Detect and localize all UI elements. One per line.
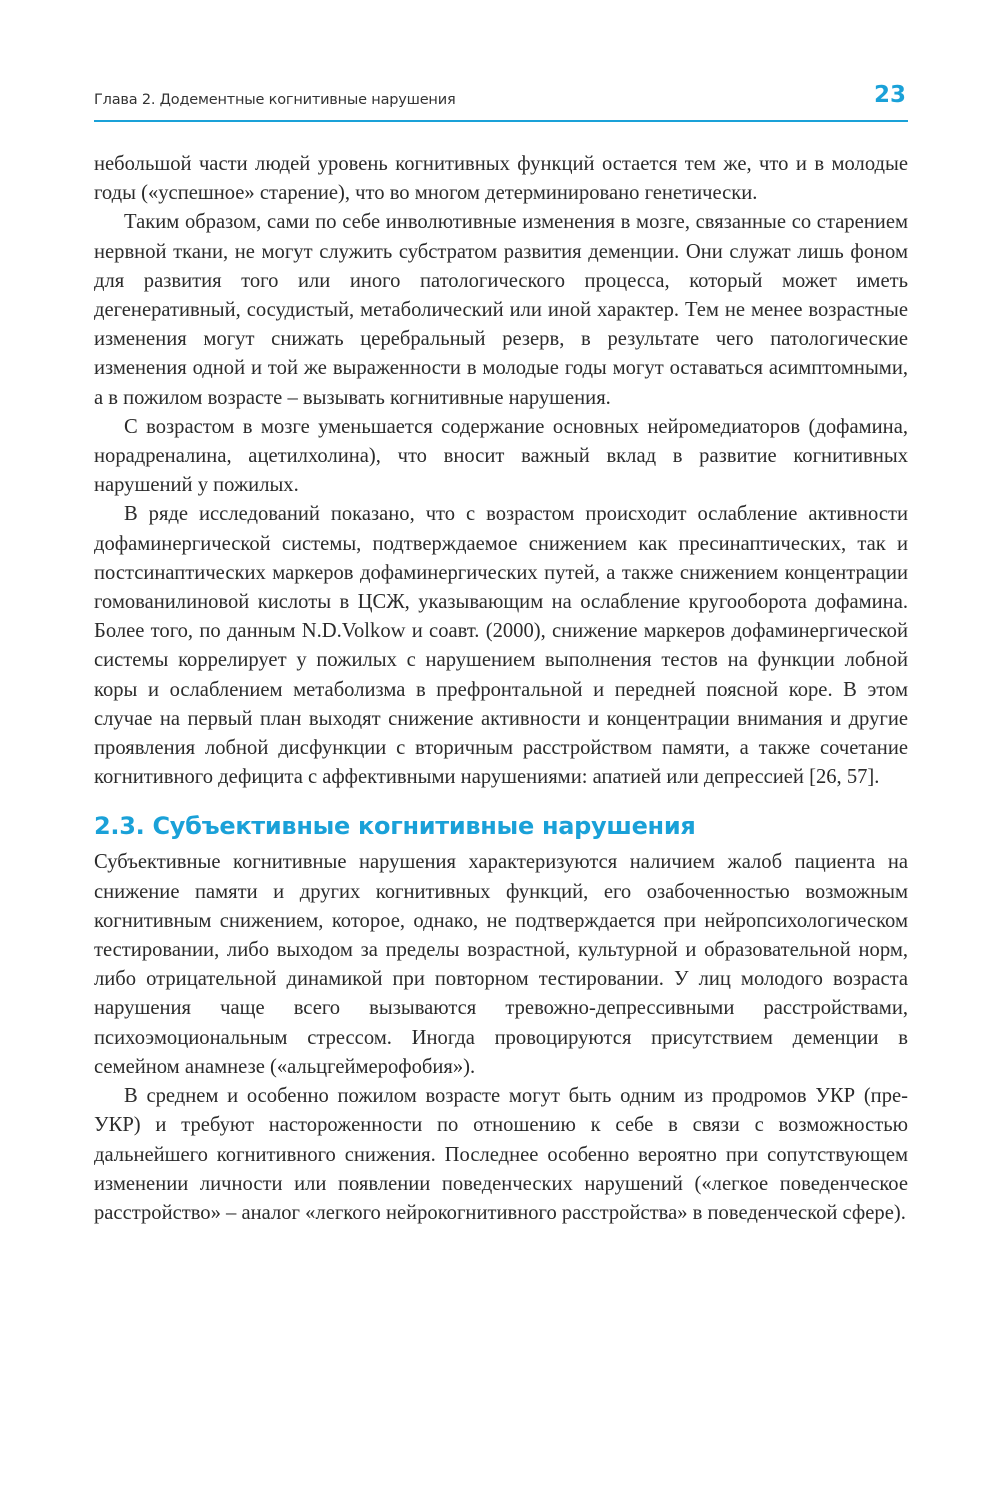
paragraph: С возрастом в мозге уменьшается содержание основных нейромедиаторов (дофамина, норадреналина, ацетилхолина), что вносит важный вклад в развитие когнитивных нарушений у пожилых. — [94, 415, 908, 497]
section-heading: 2.3. Субъективные когнитивные нарушения — [94, 812, 696, 841]
running-header — [94, 84, 908, 122]
paragraph: Таким образом, сами по себе инволютивные изменения в мозге, связанные со старением нервной ткани, не могут служить субстратом развития деменции. Они служат лишь фоном для развития того или иного патологического процесса, который может иметь дегенеративный, сосудистый, метаболический или иной характер. Тем не менее возрастные изменения могут снижать церебральный резерв, в результате чего патологические изменения одной и той же выраженности в молодые годы могут оставаться асимптомными, а в пожилом возрасте – вызывать когнитивные нарушения. — [94, 211, 908, 409]
page-number: 23 — [873, 82, 906, 108]
body-text — [94, 150, 908, 1228]
paragraph: небольшой части людей уровень когнитивных функций остается тем же, что и в молодые годы («успешное» старение), что во многом детерминировано генетически. — [94, 153, 908, 205]
paragraph: В ряде исследований показано, что с возрастом происходит ослабление активности дофаминергической системы, подтверждаемое снижением как пресинаптических, так и постсинаптических маркеров дофаминергических путей, а также снижением концентрации гомованилиновой кислоты в ЦСЖ, указывающим на ослабление кругооборота дофамина. Более того, по данным N.D.Volkow и соавт. (2000), снижение маркеров дофаминергической системы коррелирует у пожилых с нарушением выполнения тестов на функции лобной коры и ослаблением метаболизма в префронтальной и передней поясной коре. В этом случае на первый план выходят снижение активности и концентрации внимания и другие проявления лобной дисфункции с вторичным расстройством памяти, а также сочетание когнитивного дефицита с аффективными нарушениями: апатией или депрессией [26, 57]. — [94, 503, 908, 789]
chapter-title: Глава 2. Додементные когнитивные нарушения — [94, 92, 456, 108]
paragraph: Субъективные когнитивные нарушения характеризуются наличием жалоб пациента на снижение памяти и других когнитивных функций, его озабоченностью возможным когнитивным снижением, которое, однако, не подтверждается при нейропсихологическом тестировании, либо выходом за пределы возрастной, культурной и образовательной норм, либо отрицательной динамикой при повторном тестировании. У лиц молодого возраста нарушения чаще всего вызываются тревожно-депрессивными расстройствами, психоэмоциональным стрессом. Иногда провоцируются присутствием деменции в семейном анамнезе («альцгеймерофобия»). — [94, 851, 908, 1078]
paragraph: В среднем и особенно пожилом возрасте могут быть одним из продромов УКР (пре-УКР) и требуют настороженности по отношению к себе в связи с возможностью дальнейшего когнитивного снижения. Последнее особенно вероятно при сопутствующем изменении личности или появлении поведенческих нарушений («легкое поведенческое расстройство» – аналог «легкого нейрокогнитивного расстройства» в поведенческой сфере). — [94, 1085, 908, 1224]
